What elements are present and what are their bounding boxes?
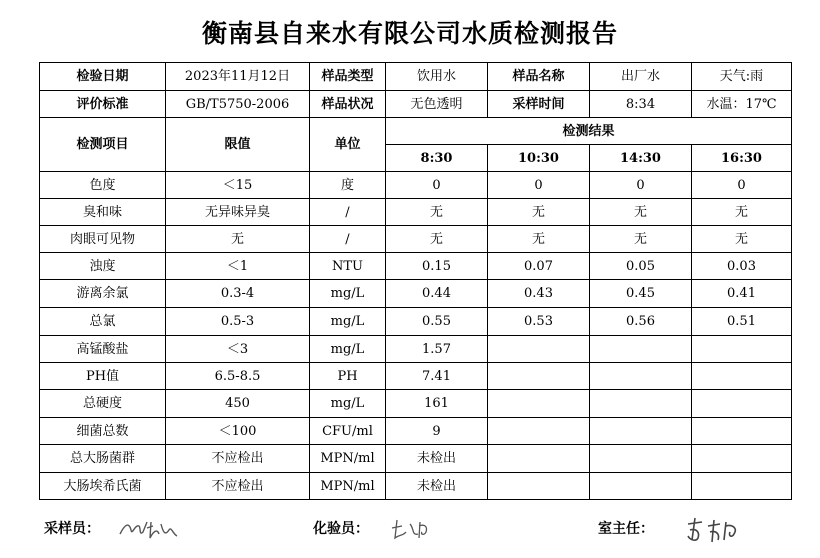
unit-cell: mg/L — [310, 308, 386, 336]
limit-cell: ＜3 — [166, 336, 310, 363]
result-cell — [488, 473, 590, 500]
result-cell: 0.03 — [692, 253, 792, 280]
result-cell — [692, 445, 792, 473]
result-cell: 无 — [692, 199, 792, 226]
table-row — [40, 172, 792, 199]
table-row — [40, 253, 792, 280]
item-cell: PH值 — [40, 363, 166, 390]
unit-cell: PH — [310, 363, 386, 390]
result-cell — [590, 473, 692, 500]
result-cell: 161 — [386, 390, 488, 418]
header-time: 14:30 — [590, 145, 692, 172]
item-cell: 总氯 — [40, 308, 166, 336]
result-cell: 0 — [692, 172, 792, 199]
limit-cell: 6.5-8.5 — [166, 363, 310, 390]
header-item: 检测项目 — [40, 118, 166, 172]
water-temp: 水温：17℃ — [692, 91, 792, 118]
unit-cell: NTU — [310, 253, 386, 280]
result-cell — [692, 473, 792, 500]
item-cell: 色度 — [40, 172, 166, 199]
item-cell: 总硬度 — [40, 390, 166, 418]
result-cell: 0.43 — [488, 280, 590, 308]
data-rows — [40, 172, 792, 500]
sample-name-label: 样品名称 — [488, 63, 590, 91]
result-cell — [488, 336, 590, 363]
result-cell: 0.44 — [386, 280, 488, 308]
result-cell: 7.41 — [386, 363, 488, 390]
sampling-time-label: 采样时间 — [488, 91, 590, 118]
date-label: 检验日期 — [40, 63, 166, 91]
item-cell: 肉眼可见物 — [40, 226, 166, 253]
limit-cell: 0.3-4 — [166, 280, 310, 308]
table-row — [40, 390, 792, 418]
result-cell: 0.07 — [488, 253, 590, 280]
limit-cell: ＜15 — [166, 172, 310, 199]
result-cell: 0.41 — [692, 280, 792, 308]
sampler-signature — [117, 514, 179, 544]
result-cell: 无 — [692, 226, 792, 253]
header-row-1 — [40, 118, 792, 145]
result-cell: 0.56 — [590, 308, 692, 336]
table-row — [40, 445, 792, 473]
item-cell: 游离余氯 — [40, 280, 166, 308]
table-row — [40, 226, 792, 253]
result-cell: 1.57 — [386, 336, 488, 363]
result-cell: 0.15 — [386, 253, 488, 280]
standard-value: GB/T5750-2006 — [166, 91, 310, 118]
result-cell — [488, 418, 590, 445]
result-cell: 无 — [386, 199, 488, 226]
unit-cell: MPN/ml — [310, 445, 386, 473]
result-cell — [692, 418, 792, 445]
unit-cell: CFU/ml — [310, 418, 386, 445]
result-cell: 无 — [590, 226, 692, 253]
result-cell: 0 — [386, 172, 488, 199]
sampling-time-value: 8:34 — [590, 91, 692, 118]
table-row — [40, 199, 792, 226]
result-cell: 无 — [386, 226, 488, 253]
result-cell: 无 — [488, 226, 590, 253]
unit-cell: / — [310, 226, 386, 253]
info-row-2 — [40, 91, 792, 118]
limit-cell: 不应检出 — [166, 445, 310, 473]
tester-label: 化验员： — [313, 521, 369, 537]
table-row — [40, 308, 792, 336]
result-cell — [692, 336, 792, 363]
result-cell: 0.53 — [488, 308, 590, 336]
table-row — [40, 473, 792, 500]
result-cell — [590, 390, 692, 418]
result-cell: 0.51 — [692, 308, 792, 336]
unit-cell: mg/L — [310, 280, 386, 308]
unit-cell: MPN/ml — [310, 473, 386, 500]
result-cell: 0 — [488, 172, 590, 199]
sample-type-value: 饮用水 — [386, 63, 488, 91]
result-cell — [692, 363, 792, 390]
sample-state-value: 无色透明 — [386, 91, 488, 118]
result-cell — [488, 363, 590, 390]
header-unit: 单位 — [310, 118, 386, 172]
table-row — [40, 418, 792, 445]
result-cell: 0.45 — [590, 280, 692, 308]
unit-cell: / — [310, 199, 386, 226]
director-label: 室主任： — [598, 521, 654, 537]
unit-cell: mg/L — [310, 390, 386, 418]
weather: 天气:雨 — [692, 63, 792, 91]
result-cell: 0.55 — [386, 308, 488, 336]
result-cell — [692, 390, 792, 418]
item-cell: 臭和味 — [40, 199, 166, 226]
limit-cell: ＜100 — [166, 418, 310, 445]
result-cell — [590, 363, 692, 390]
unit-cell: mg/L — [310, 336, 386, 363]
limit-cell: 0.5-3 — [166, 308, 310, 336]
result-cell: 0.05 — [590, 253, 692, 280]
result-cell — [590, 445, 692, 473]
table-row — [40, 363, 792, 390]
info-row-1 — [40, 63, 792, 91]
result-cell: 未检出 — [386, 473, 488, 500]
table-row — [40, 280, 792, 308]
limit-cell: 无异味异臭 — [166, 199, 310, 226]
sample-name-value: 出厂水 — [590, 63, 692, 91]
sampler-label: 采样员： — [44, 521, 100, 537]
header-limit: 限值 — [166, 118, 310, 172]
result-cell: 0 — [590, 172, 692, 199]
report-title: 衡南县自来水有限公司水质检测报告 — [201, 19, 618, 48]
result-cell: 未检出 — [386, 445, 488, 473]
water-quality-table — [39, 62, 792, 500]
limit-cell: 450 — [166, 390, 310, 418]
sample-state-label: 样品状况 — [310, 91, 386, 118]
limit-cell: ＜1 — [166, 253, 310, 280]
item-cell: 细菌总数 — [40, 418, 166, 445]
result-cell — [488, 390, 590, 418]
item-cell: 高锰酸盐 — [40, 336, 166, 363]
header-time: 8:30 — [386, 145, 488, 172]
result-cell — [488, 445, 590, 473]
header-results: 检测结果 — [386, 118, 792, 145]
sample-type-label: 样品类型 — [310, 63, 386, 91]
limit-cell: 不应检出 — [166, 473, 310, 500]
director-signature — [682, 514, 742, 548]
header-time: 10:30 — [488, 145, 590, 172]
result-cell: 无 — [590, 199, 692, 226]
result-cell — [590, 336, 692, 363]
tester-signature — [388, 514, 438, 544]
standard-label: 评价标准 — [40, 91, 166, 118]
date-value: 2023年11月12日 — [166, 63, 310, 91]
table-row — [40, 336, 792, 363]
result-cell — [590, 418, 692, 445]
result-cell: 9 — [386, 418, 488, 445]
unit-cell: 度 — [310, 172, 386, 199]
item-cell: 大肠埃希氏菌 — [40, 473, 166, 500]
result-cell: 无 — [488, 199, 590, 226]
header-time: 16:30 — [692, 145, 792, 172]
limit-cell: 无 — [166, 226, 310, 253]
item-cell: 总大肠菌群 — [40, 445, 166, 473]
item-cell: 浊度 — [40, 253, 166, 280]
